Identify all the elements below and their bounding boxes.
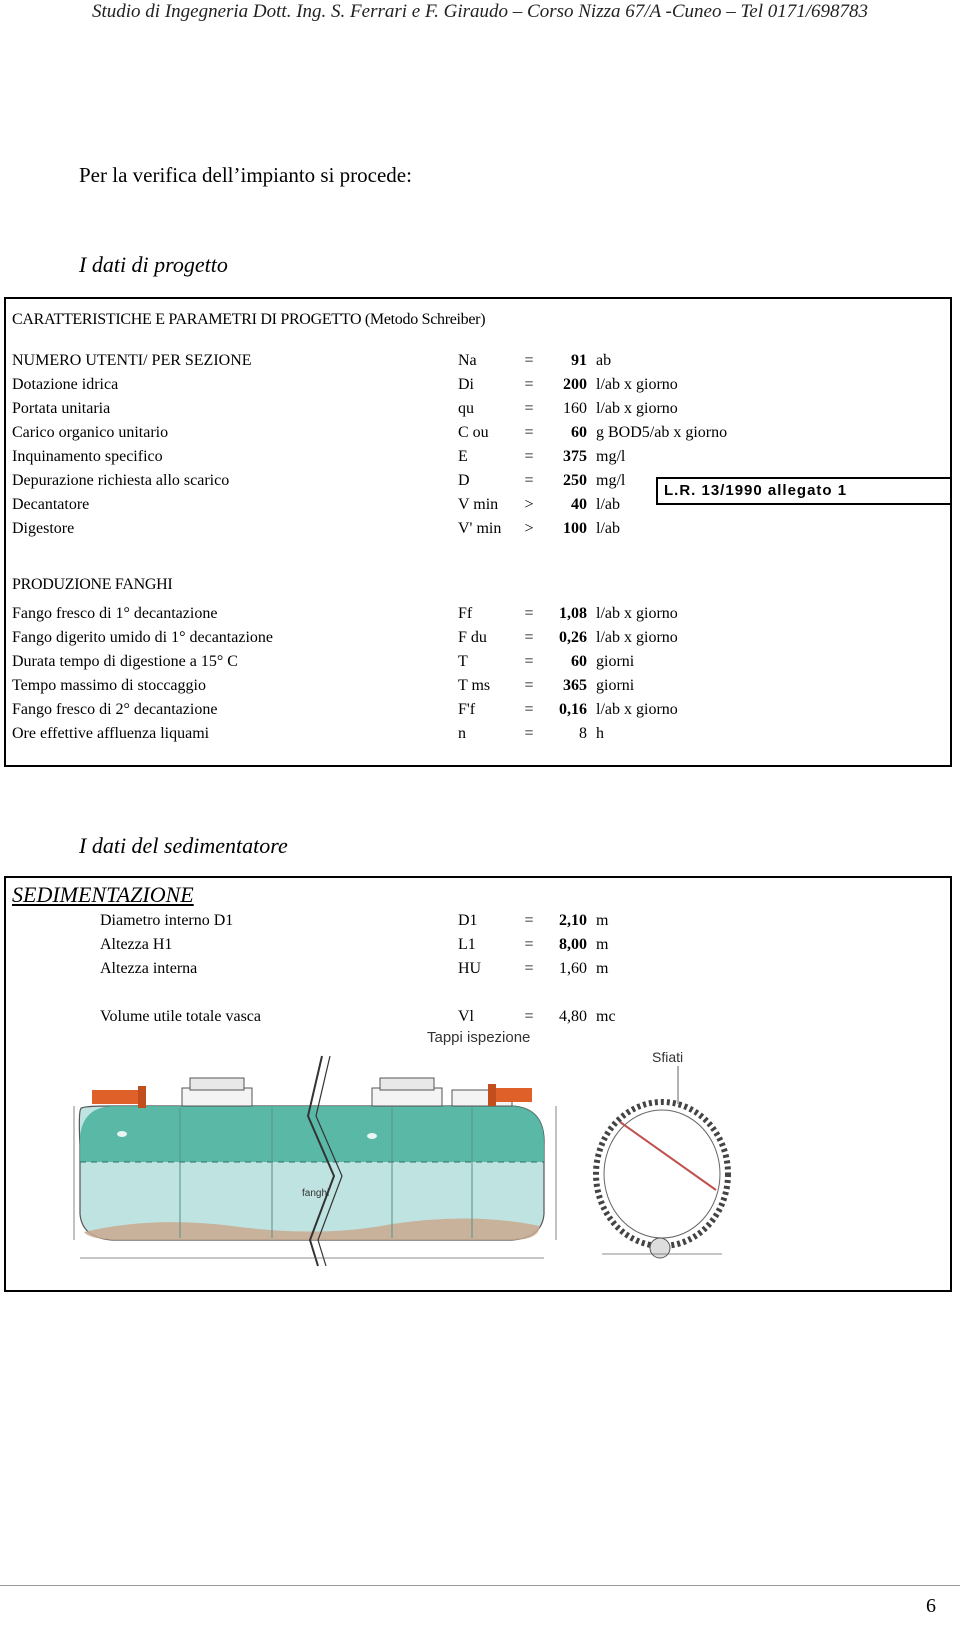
- param-symbol: V' min: [458, 520, 502, 537]
- param-operator: =: [524, 352, 534, 369]
- param-label: Decantatore: [12, 496, 90, 513]
- param-operator: =: [524, 472, 534, 489]
- fanghi-operator: =: [524, 725, 534, 742]
- sed-unit: m: [596, 912, 609, 929]
- param-value: 91: [571, 352, 587, 369]
- sed-label: Volume utile totale vasca: [100, 1008, 261, 1025]
- param-row: [6, 398, 950, 420]
- param-unit: l/ab: [596, 520, 620, 537]
- param-value: 60: [571, 424, 587, 441]
- section-title-progetto: I dati di progetto: [79, 252, 228, 277]
- sed-symbol: L1: [458, 936, 476, 953]
- sed-value: 1,60: [559, 960, 587, 977]
- fanghi-label: Fango digerito umido di 1° decantazione: [12, 629, 273, 646]
- param-symbol: E: [458, 448, 468, 465]
- fanghi-unit: l/ab x giorno: [596, 605, 678, 622]
- param-value: 375: [563, 448, 587, 465]
- param-unit: l/ab x giorno: [596, 376, 678, 393]
- param-value: 40: [571, 496, 587, 513]
- fanghi-label: Fango fresco di 1° decantazione: [12, 605, 218, 622]
- fanghi-symbol: T: [458, 653, 468, 670]
- param-operator: =: [524, 376, 534, 393]
- sed-operator: =: [524, 960, 534, 977]
- caps-label: Tappi ispezione: [427, 1029, 531, 1046]
- fanghi-unit: giorni: [596, 677, 635, 694]
- param-label: Depurazione richiesta allo scarico: [12, 472, 230, 489]
- param-value: 250: [563, 472, 587, 489]
- sed-row: [6, 1006, 950, 1028]
- sed-label: Altezza H1: [100, 936, 173, 953]
- fanghi-value: 0,16: [559, 701, 587, 718]
- fanghi-symbol: Ff: [458, 605, 473, 622]
- fanghi-symbol: F'f: [458, 701, 476, 718]
- sedimentation-box: [4, 876, 952, 1292]
- fanghi-row: [6, 699, 950, 721]
- fanghi-unit: h: [596, 725, 604, 742]
- param-label: Portata unitaria: [12, 400, 111, 417]
- fanghi-row: [6, 651, 950, 673]
- param-value: 200: [563, 376, 587, 393]
- fanghi-row: [6, 627, 950, 649]
- param-operator: =: [524, 424, 534, 441]
- param-label: NUMERO UTENTI/ PER SEZIONE: [12, 352, 252, 369]
- param-row: [6, 350, 950, 372]
- param-operator: >: [524, 496, 534, 513]
- param-operator: =: [524, 448, 534, 465]
- param-symbol: Di: [458, 376, 474, 393]
- page-header: Studio di Ingegneria Dott. Ing. S. Ferrari e F. Giraudo – Corso Nizza 67/A -Cuneo – Tel 0171/698783: [91, 1, 869, 22]
- fanghi-operator: =: [524, 653, 534, 670]
- fanghi-label: Durata tempo di digestione a 15° C: [12, 653, 238, 670]
- sed-value: 8,00: [559, 936, 587, 953]
- param-value: 160: [563, 400, 587, 417]
- sed-row: [6, 910, 950, 932]
- sedimentation-title: SEDIMENTAZIONE: [12, 882, 194, 907]
- sludge-label: fanghi: [302, 1188, 330, 1199]
- sed-row: [6, 934, 950, 956]
- param-unit: mg/l: [596, 448, 626, 465]
- fanghi-row: [6, 675, 950, 697]
- param-label: Dotazione idrica: [12, 376, 119, 393]
- tank-end-view: [596, 1066, 728, 1258]
- sed-row: [6, 958, 950, 980]
- sed-label: Altezza interna: [100, 960, 198, 977]
- fanghi-operator: =: [524, 677, 534, 694]
- sed-label: Diametro interno D1: [100, 912, 234, 929]
- param-label: Inquinamento specifico: [12, 448, 163, 465]
- param-operator: =: [524, 400, 534, 417]
- fanghi-operator: =: [524, 605, 534, 622]
- fanghi-label: Tempo massimo di stoccaggio: [12, 677, 206, 694]
- param-unit: mg/l: [596, 472, 626, 489]
- fanghi-unit: l/ab x giorno: [596, 629, 678, 646]
- fanghi-label: Ore effettive affluenza liquami: [12, 725, 210, 742]
- fanghi-value: 365: [563, 677, 587, 694]
- sed-operator: =: [524, 936, 534, 953]
- fanghi-symbol: F du: [458, 629, 487, 646]
- fanghi-operator: =: [524, 701, 534, 718]
- param-symbol: V min: [458, 496, 499, 513]
- param-row: [6, 446, 950, 468]
- fanghi-row: [6, 603, 950, 625]
- page-number: 6: [926, 1595, 936, 1617]
- param-operator: >: [524, 520, 534, 537]
- sed-unit: m: [596, 936, 609, 953]
- parameters-box: [4, 297, 952, 767]
- sed-unit: mc: [596, 1008, 616, 1025]
- fanghi-value: 1,08: [559, 605, 587, 622]
- param-row: [6, 422, 950, 444]
- vents-label: Sfiati: [652, 1049, 684, 1065]
- param-unit: ab: [596, 352, 612, 369]
- fanghi-value: 8: [579, 725, 587, 742]
- fanghi-title: PRODUZIONE FANGHI: [12, 576, 173, 593]
- fanghi-row: [6, 723, 950, 745]
- inspection-caps: [182, 1078, 512, 1106]
- footer-divider: [0, 1585, 960, 1586]
- sed-value: 2,10: [559, 912, 587, 929]
- sed-symbol: HU: [458, 960, 482, 977]
- param-unit: l/ab: [596, 496, 620, 513]
- sed-unit: m: [596, 960, 609, 977]
- tank-side-view: [79, 1056, 544, 1266]
- law-reference-note: L.R. 13/1990 allegato 1: [656, 477, 952, 505]
- fanghi-unit: l/ab x giorno: [596, 701, 678, 718]
- param-unit: l/ab x giorno: [596, 400, 678, 417]
- param-row: [6, 374, 950, 396]
- fanghi-symbol: T ms: [458, 677, 491, 694]
- fanghi-operator: =: [524, 629, 534, 646]
- sed-operator: =: [524, 1008, 534, 1025]
- param-label: Carico organico unitario: [12, 424, 169, 441]
- sed-symbol: Vl: [458, 1008, 474, 1025]
- fanghi-symbol: n: [458, 725, 466, 742]
- fanghi-value: 60: [571, 653, 587, 670]
- param-row: [6, 518, 950, 540]
- section-title-sedimentatore: I dati del sedimentatore: [79, 833, 288, 858]
- param-label: Digestore: [12, 520, 75, 537]
- sed-value: 4,80: [559, 1008, 587, 1025]
- param-value: 100: [563, 520, 587, 537]
- param-symbol: Na: [458, 352, 477, 369]
- parameters-title: CARATTERISTICHE E PARAMETRI DI PROGETTO (Metodo Schreiber): [12, 311, 486, 328]
- tank-illustration: [72, 1026, 762, 1288]
- fanghi-value: 0,26: [559, 629, 587, 646]
- sed-symbol: D1: [458, 912, 478, 929]
- param-symbol: C ou: [458, 424, 489, 441]
- fanghi-unit: giorni: [596, 653, 635, 670]
- param-symbol: qu: [458, 400, 474, 417]
- param-symbol: D: [458, 472, 470, 489]
- param-unit: g BOD5/ab x giorno: [596, 424, 728, 441]
- sed-operator: =: [524, 912, 534, 929]
- fanghi-label: Fango fresco di 2° decantazione: [12, 701, 218, 718]
- intro-text: Per la verifica dell’impianto si procede:: [79, 163, 412, 187]
